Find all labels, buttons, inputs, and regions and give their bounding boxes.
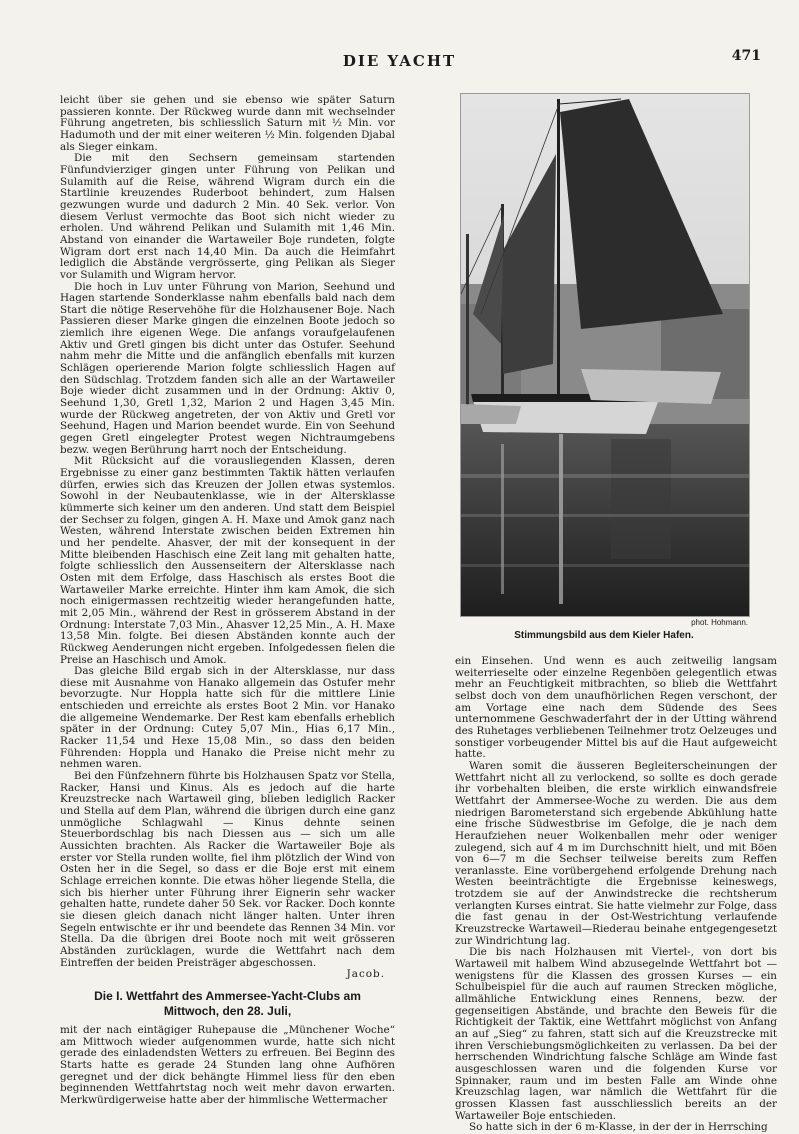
paragraph: Waren somit die äusseren Begleiterscheinungen der Wettfahrt nicht all zu verlockend, so sollte es doch gerade ihr vorbehalten bleiben, die erste wirklich einwandsfreie Wettfahrt der Ammersee-Woche zu werden. Die aus dem niedrigen Barometerstand sich ergebende Abkühlung hatte eine frische Südwestbrise im Gefolge, die je nach dem Heraufziehen neuer Wolkenballen mehr oder weniger zulegend, sich auf 4 m im Durchschnitt hielt, und mit Böen von 6—7 m die Sechser teilweise bereits zum Reffen veranlasste. Eine vorübergehend erfolgende Drehung nach Westen beeinträchtigte die Ergebnisse keineswegs, trotzdem sie auf der Anwindstrecke die rechtsherum verlangten Kurses eintrat. Sie hatte vielmehr zur Folge, dass die fast genau in der Ost-Westrichtung verlaufende Kreuzstrecke Wartaweil—Riederau beinahe entgegengesetzt zur Windrichtung lag. xyxy=(455,759,777,947)
left-column xyxy=(60,95,395,1106)
paragraph: Die mit den Sechsern gemeinsam startenden Fünfundvierziger gingen unter Führung von Pelikan und Sulamith auf die Reise, während Wigram durch ein die Startlinie kreuzendes Ruderboot behindert, zum Halsen gezwungen wurde und dadurch 2 Min. 40 Sek. verlor. Von diesem Verlust vermochte das Boot sich nicht wieder zu erholen. Und während Pelikan und Sulamith mit 1,46 Min. Abstand von einander die Wartaweiler Boje rundeten, folgte Wigram dort erst nach 14,40 Min. Da auch die Heimfahrt lediglich die Abstände vergrösserte, ging Pelikan als Sieger vor Sulamith und Wigram hervor. xyxy=(60,152,395,281)
paragraph: Das gleiche Bild ergab sich in der Altersklasse, nur dass diese mit Ausnahme von Hanako allgemein das Ostufer mehr bevorzugte. Nur Hoppla hatte sich für die mittlere Linie entschieden und erreichte als erstes Boot 2 Min. vor Hanako die allgemeine Wendemarke. Der Rest kam ebenfalls erheblich später in der Ordnung: Cutey 5,07 Min., Hias 6,17 Min., Racker 11,54 und Hexe 15,08 Min., so dass den beiden Führenden: Hoppla und Hanako die Preise nicht mehr zu nehmen waren. xyxy=(60,665,395,771)
paragraph: So hatte sich in der 6 m-Klasse, in der der in Herrsching xyxy=(469,1121,768,1134)
running-header: DIE YACHT xyxy=(342,52,457,70)
page-number: 471 xyxy=(731,48,761,64)
section-heading-line-1: Die I. Wettfahrt des Ammersee-Yacht-Clubs am xyxy=(94,988,361,1003)
paragraph: Bei den Fünfzehnern führte bis Holzhausen Spatz vor Stella, Racker, Hansi und Kinus. Als es jedoch auf die harte Kreuzstrecke nach Wartaweil ging, blieben lediglich Racker und Stella auf dem Plan, während die übrigen durch eine ganz unmögliche Schlagwahl — Kinus dehnte seinen Steuerbordschlag bis nach Diessen aus — sich um alle Aussichten brachten. Als Racker die Wartaweiler Boje als erster vor Stella runden wollte, fiel ihm plötzlich der Wind von Osten her in die Segel, so dass er die Boje erst mit einem Schlage erreichen konnte. Die etwas höher liegende Stella, die sich bis hierher unter Führung ihrer Eignerin sehr wacker gehalten hatte, rundete daher 50 Sek. vor Racker. Doch konnte sie diesen gleich danach nicht länger halten. Unter ihren Segeln entwischte er ihr und beendete das Rennen 34 Min. vor Stella. Da die übrigen drei Boote noch mit weit grösseren Abständen zurücklagen, wurde die Wettfahrt nach dem Eintreffen der beiden Preisträger abgeschossen. xyxy=(60,770,395,969)
sailboats-image xyxy=(461,94,749,616)
paragraph: mit der nach eintägiger Ruhepause die „Münchener Woche“ am Mittwoch wieder aufgenommen wurde, hatte sich nicht gerade des einladendsten Wetters zu erfreuen. Bei Beginn des Starts hatte es gerade 24 Stunden lang ohne Aufhören geregnet und der dick behängte Himmel liess für den eben beginnenden Wettfahrtstag noch weit mehr davon erwarten. Merkwürdigerweise hatte aber der himmlische Wettermacher xyxy=(60,1023,395,1106)
paragraph: Die hoch in Luv unter Führung von Marion, Seehund und Hagen startende Sonderklasse nahm ebenfalls bald nach dem Start die nötige Reservehöhe für die Holzhausener Boje. Nach Passieren dieser Marke gingen die einzelnen Boote jedoch so ziemlich ihre eigenen Wege. Die anfangs voraufgelaufenen Aktiv und Gretl gingen bis dicht unter das Ostufer. Seehund nahm mehr die Mitte und die anfänglich ebenfalls mit kurzen Schlägen operierende Marion folgte schliesslich Hagen auf den Südschlag. Trotzdem fanden sich alle an der Wartaweiler Boje wieder dicht zusammen und in der Ordnung: Aktiv 0, Seehund 1,30, Gretl 1,32, Marion 2 und Hagen 3,45 Min. wurde der Rückweg angetreten, der von Aktiv und Gretl vor Seehund, Hagen und Marion beendet wurde. Ein von Seehund gegen Gretl eingelegter Protest wegen Nichtraumgebens bezw. wegen Berührung harrt noch der Entscheidung. xyxy=(60,280,395,456)
section-heading-line-2: Mittwoch, den 28. Juli, xyxy=(163,1003,292,1018)
section-heading xyxy=(60,989,395,1019)
paragraph: Mit Rücksicht auf die vorausliegenden Klassen, deren Ergebnisse zu einer ganz bestimmten Taktik hätten verlaufen dürfen, erwies sich das Kreuzen der Jollen etwas systemlos. Sowohl in der Neubautenklasse, wie in der Altersklasse kümmerte sich keiner um den anderen. Und statt dem Beispiel der Sechser zu folgen, gingen A. H. Maxe und Amok ganz nach Westen, während Interstate zwischen beiden Extremen hin und her pendelte. Ahasver, der mit der konsequent in der Mitte bleibenden Haschisch eine Zeit lang mit gehalten hatte, folgte schliesslich den Aussenseitern der Altersklasse nach Osten mit dem Erfolge, dass Haschisch als erstes Boot die Wartaweiler Marke erreichte. Hinter ihm kam Amok, die sich noch einigermassen rechtzeitig wieder herangefunden hatte, mit 2,05 Min., während der Rest in grösserem Abstand in der Ordnung: Interstate 7,03 Min., Ahasver 12,25 Min., A. H. Maxe 13,58 Min. folgte. Bei diesen Abständen konnte auch der Rückweg Aenderungen nicht ergeben. Infolgedessen fielen die Preise an Haschisch und Amok. xyxy=(60,455,395,666)
paragraph: ein Einsehen. Und wenn es auch zeitweilig langsam weiterrieselte oder einzelne Regenböen gelegentlich etwas mehr an Feuchtigkeit mitbrachten, so blieb die Wettfahrt selbst doch von dem unaufhörlichen Regen verschont, der am Vortage eine nach dem Südende des Sees unternommene Geschwaderfahrt der in der Utting während des Ruhetages verbliebenen Teilnehmer trotz Oelzeuges und sonstiger vorbeugender Mittel bis auf die Haut aufgeweicht hatte. xyxy=(455,655,777,761)
right-column xyxy=(455,656,777,1134)
photo-credit: phot. Hohmann. xyxy=(691,618,748,627)
paragraph: leicht über sie gehen und sie ebenso wie später Saturn passieren konnte. Der Rückweg wurde dann mit wechselnder Führung angetreten, bis schliesslich Saturn mit ½ Min. vor Hadumoth und der mit einer weiteren ½ Min. folgenden Djabal als Sieger einkam. xyxy=(60,94,395,153)
photo-caption: Stimmungsbild aus dem Kieler Hafen. xyxy=(514,630,694,641)
paragraph: Die bis nach Holzhausen mit Viertel-, von dort bis Wartaweil mit halbem Wind abzusegelnde Wettfahrt bot — wenigstens für die Klassen des grossen Kurses — ein Schulbeispiel für die auch auf raumen Strecken mögliche, allmähliche Entwicklung eines Rennens, bezw. der gegenseitigen Abstände, und brachte den Beweis für die Richtigkeit der Taktik, eine Wettfahrt möglichst von Anfang an auf „Sieg“ zu fahren, statt sich auf die Kreuzstrecke mit ihren Verschiebungsmöglichkeiten zu verlassen. Da bei der herrschenden Windrichtung falsche Schläge am Winde fast ausgeschlossen waren und die folgenden Kurse vor Spinnaker, raum und im besten Falle am Winde ohne Kreuzschlag lagen, war nämlich die Wettfahrt für die grossen Klassen fast ausschliesslich bereits an der Wartaweiler Boje entschieden. xyxy=(455,946,777,1122)
harbor-photo xyxy=(460,93,750,617)
author-signature: Jacob. xyxy=(346,968,385,981)
